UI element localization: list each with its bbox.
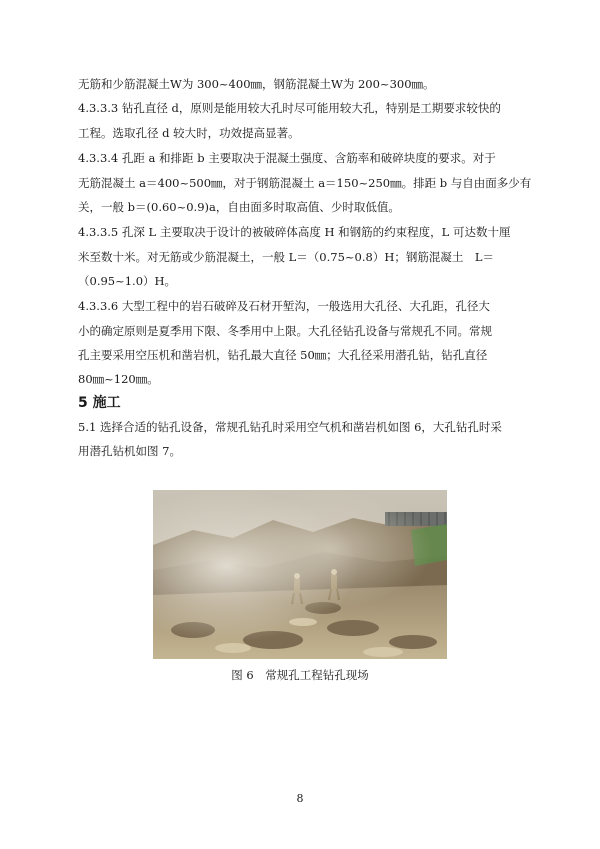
body-line: 米至数十米。对无筋或少筋混凝土，一般 L＝（0.75~0.8）H；钢筋混凝土 L＝ [78,250,494,264]
page-number: 8 [296,792,304,805]
body-line: 工程。选取孔径 d 较大时，功效提高显著。 [78,126,300,140]
body-line: 用潜孔钻机如图 7。 [78,444,181,458]
body-line: 4.3.3.5 孔深 L 主要取决于设计的被破碎体高度 H 和钢筋的约束程度，L 可达数十厘 [78,225,511,239]
body-line: 4.3.3.4 孔距 a 和排距 b 主要取决于混凝土强度、含筋率和破碎块度的要求。对于 [78,151,496,165]
body-line: 关，一般 b＝(0.60~0.9)a，自由面多时取高值、少时取低值。 [78,200,400,214]
section-heading: 5 施工 [78,395,121,411]
body-line: （0.95~1.0）H。 [78,274,177,288]
figure-caption: 图 6 常规孔工程钻孔现场 [231,668,369,682]
body-line: 小的确定原则是夏季用下限、冬季用中上限。大孔径钻孔设备与常规孔不同。常规 [78,324,492,338]
body-line: 4.3.3.3 钻孔直径 d，原则是能用较大孔时尽可能用较大孔，特别是工期要求较快的 [78,101,501,115]
drilling-site-photo [153,490,447,659]
body-line: 孔主要采用空压机和凿岩机，钻孔最大直径 50㎜；大孔径采用潜孔钻，钻孔直径 [78,348,488,362]
body-line: 无筋和少筋混凝土W为 300~400㎜，钢筋混凝土W为 200~300㎜。 [78,77,435,91]
body-line: 无筋混凝土 a＝400~500㎜，对于钢筋混凝土 a＝150~250㎜。排距 b 与自由面多少有 [78,176,532,190]
body-line: 5.1 选择合适的钻孔设备，常规孔钻孔时采用空气机和凿岩机如图 6，大孔钻孔时采 [78,420,502,434]
body-line: 80㎜~120㎜。 [78,372,159,386]
body-line: 4.3.3.6 大型工程中的岩石破碎及石材开堑沟，一般选用大孔径、大孔距，孔径大 [78,299,490,313]
